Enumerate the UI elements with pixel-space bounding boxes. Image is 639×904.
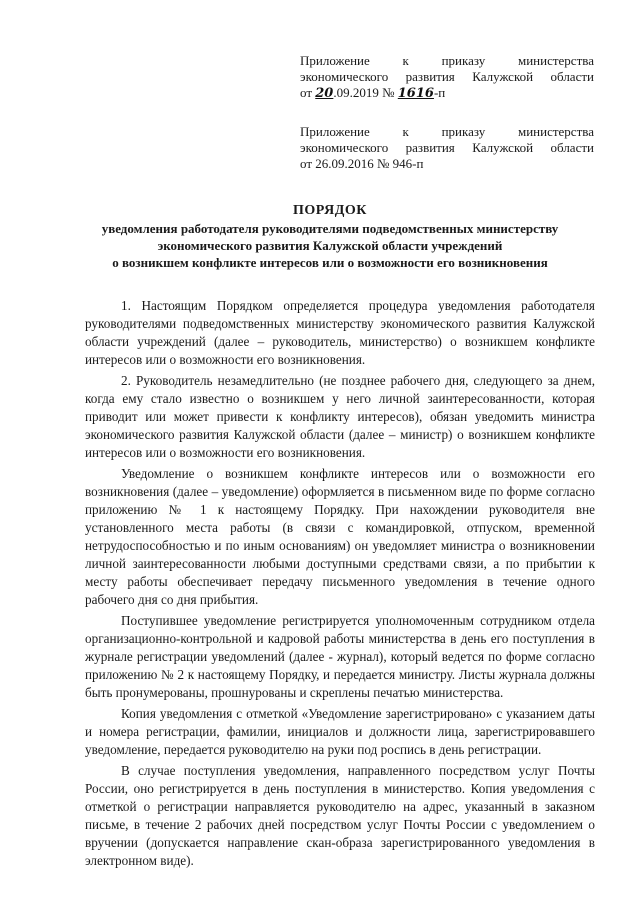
appendix-line: Приложение к приказу министерства	[300, 124, 594, 139]
appendix-line: от 26.09.2016 № 946-п	[300, 156, 424, 171]
document-subtitle-line: экономического развития Калужской области учреждений	[157, 238, 503, 253]
paragraph: Копия уведомления с отметкой «Уведомление зарегистрировано» с указанием даты и номера регистрации, фамилии, инициалов и должности лица, зарегистрировавшего уведомление, передается руководителю на руки под роспись в день регистрации.	[85, 706, 595, 757]
handwritten-number: 1616	[397, 86, 434, 101]
appendix-line: Приложение к приказу министерства	[300, 53, 594, 68]
document-body	[85, 297, 595, 873]
paragraph: 2. Руководитель незамедлительно (не позднее рабочего дня, следующего за днем, когда ему стало известно о возникшем у него личной заинтересованности, которая приводит или может привести к конфликту интересов), обязан уведомить министра экономического развития Калужской области (далее – министр) о возникшем конфликте интересов или о возможности его возникновения.	[85, 373, 595, 460]
appendix-date-line	[300, 85, 594, 102]
appendix-line: экономического развития Калужской области	[300, 69, 594, 84]
paragraph: 1. Настоящим Порядком определяется процедура уведомления работодателя руководителями подведомственных министерству экономического развития Калужской области учреждений (далее – руководитель, министерство) о возникшем конфликте интересов или о возможности его возникновения.	[85, 298, 595, 367]
appendix-block-old	[300, 124, 594, 172]
paragraph: Уведомление о возникшем конфликте интересов или о возможности его возникновения (далее – уведомление) оформляется в письменном виде по форме согласно приложению № 1 к настоящему Порядку. При нахождении руководителя вне установленного места работы (в связи с командировкой, отпуском, временной нетрудоспособностью и по иным основаниям) он уведомляет министра о возникновении личной заинтересованности любыми доступными средствами связи, а по прибытии к месту работы обеспечивает передачу письменного уведомления в течение одного рабочего дня со дня прибытия.	[85, 466, 595, 607]
document-title: ПОРЯДОК	[293, 203, 367, 218]
number-suffix: -п	[433, 85, 446, 100]
appendix-block-new	[300, 53, 594, 102]
document-subtitle-line: о возникшем конфликте интересов или о возможности его возникновения	[112, 255, 548, 270]
paragraph: Поступившее уведомление регистрируется уполномоченным сотрудником отдела организационно-контрольной и кадровой работы министерства в день его поступления в журнале регистрации уведомлений (далее - журнал), который ведется по форме согласно приложению № 2 к настоящему Порядку, и передается министру. Листы журнала должны быть пронумерованы, прошнурованы и скреплены печатью министерства.	[85, 613, 595, 700]
date-rest: .09.2019 №	[333, 85, 398, 100]
document-subtitle-line: уведомления работодателя руководителями подведомственных министерству	[101, 221, 559, 236]
date-prefix: от	[300, 85, 316, 100]
paragraph: В случае поступления уведомления, направленного посредством услуг Почты России, оно регистрируется в день поступления в министерство. Копия уведомления с отметкой о регистрации направляется руководителю на адрес, указанный в заказном письме, в течение 2 рабочих дней посредством услуг Почты России с уведомлением о вручении (допускается направление скан-образа зарегистрированного уведомления в электронном виде).	[85, 763, 595, 868]
appendix-line: экономического развития Калужской области	[300, 140, 594, 155]
handwritten-day: 20	[315, 86, 334, 101]
document-heading	[70, 202, 590, 271]
